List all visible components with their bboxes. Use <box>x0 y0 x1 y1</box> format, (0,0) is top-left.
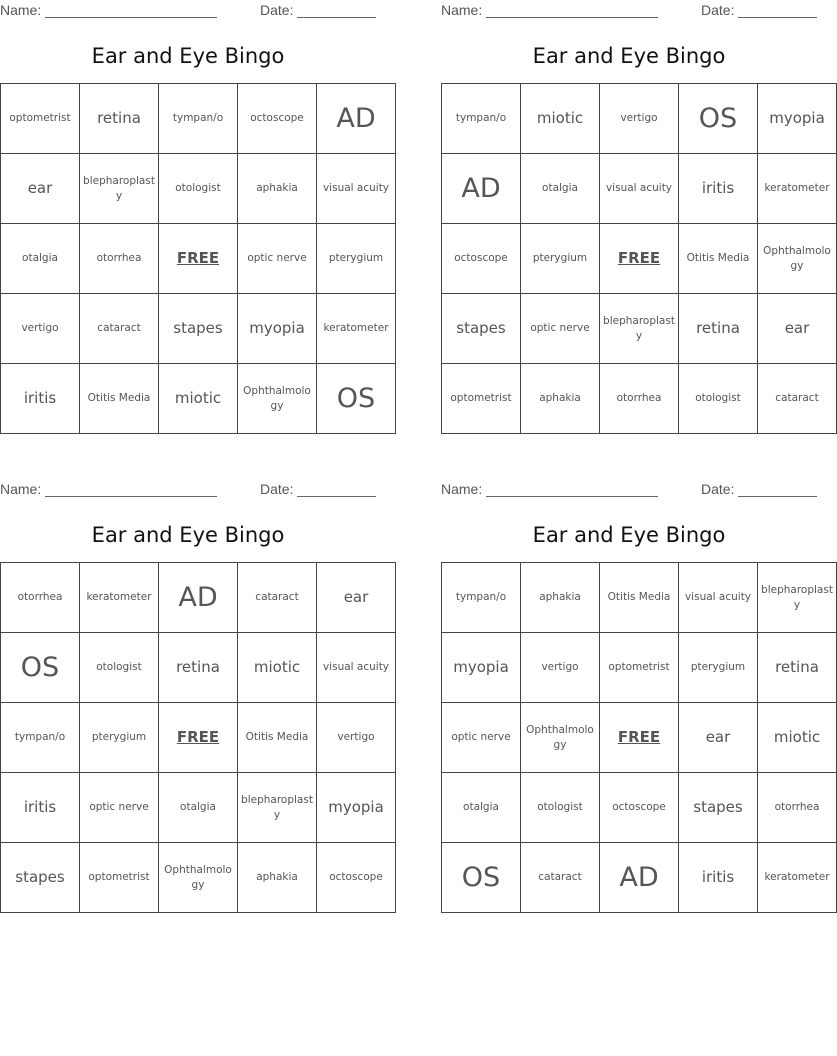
name-label: Name: <box>0 2 42 18</box>
bingo-cell: optic nerve <box>521 294 600 364</box>
card-header <box>0 2 376 20</box>
bingo-cell: otorrhea <box>600 364 679 434</box>
bingo-cell: Ophthalmology <box>758 224 837 294</box>
bingo-cell: myopia <box>238 294 317 364</box>
bingo-cell: pterygium <box>317 224 396 294</box>
name-label: Name: <box>0 481 42 497</box>
bingo-cell: keratometer <box>317 294 396 364</box>
bingo-cell: pterygium <box>80 703 159 773</box>
bingo-row <box>442 154 837 224</box>
bingo-cell: tympan/o <box>159 84 238 154</box>
bingo-cell: blepharoplasty <box>238 773 317 843</box>
bingo-row <box>442 364 837 434</box>
date-blank-line <box>297 496 376 497</box>
bingo-cell: optic nerve <box>238 224 317 294</box>
date-label: Date: <box>701 2 735 18</box>
name-blank-line <box>45 496 217 497</box>
date-blank-line <box>297 17 376 18</box>
bingo-cell: OS <box>679 84 758 154</box>
date-label: Date: <box>260 2 294 18</box>
bingo-row <box>442 84 837 154</box>
name-blank-line <box>45 17 217 18</box>
bingo-cell: aphakia <box>238 154 317 224</box>
bingo-cell: optic nerve <box>442 703 521 773</box>
bingo-cell: ear <box>758 294 837 364</box>
bingo-cell: vertigo <box>1 294 80 364</box>
bingo-row <box>442 703 837 773</box>
bingo-row <box>1 633 396 703</box>
bingo-cell: octoscope <box>442 224 521 294</box>
bingo-cell: otorrhea <box>1 563 80 633</box>
bingo-row <box>442 633 837 703</box>
bingo-cell: OS <box>1 633 80 703</box>
card-title: Ear and Eye Bingo <box>532 44 726 68</box>
bingo-cell: keratometer <box>80 563 159 633</box>
bingo-cell: iritis <box>1 773 80 843</box>
bingo-cell: otalgia <box>521 154 600 224</box>
bingo-cell: otalgia <box>159 773 238 843</box>
bingo-row <box>1 224 396 294</box>
bingo-cell: ear <box>317 563 396 633</box>
bingo-row <box>442 563 837 633</box>
date-label: Date: <box>701 481 735 497</box>
bingo-cell: ear <box>679 703 758 773</box>
bingo-cell: keratometer <box>758 154 837 224</box>
bingo-row <box>1 773 396 843</box>
bingo-cell: optic nerve <box>80 773 159 843</box>
bingo-card-1 <box>0 0 390 440</box>
bingo-cell: cataract <box>80 294 159 364</box>
bingo-cell: OS <box>317 364 396 434</box>
bingo-card-4 <box>441 479 833 919</box>
bingo-cell: octoscope <box>238 84 317 154</box>
bingo-cell: myopia <box>317 773 396 843</box>
bingo-cell: otologist <box>679 364 758 434</box>
bingo-cell: myopia <box>758 84 837 154</box>
bingo-cell: Ophthalmology <box>521 703 600 773</box>
bingo-row <box>442 773 837 843</box>
bingo-card-3 <box>0 479 390 919</box>
bingo-cell: octoscope <box>600 773 679 843</box>
bingo-cell: Otitis Media <box>679 224 758 294</box>
bingo-cell: Ophthalmology <box>159 843 238 913</box>
bingo-cell: retina <box>159 633 238 703</box>
bingo-cell: otorrhea <box>758 773 837 843</box>
bingo-cell: cataract <box>521 843 600 913</box>
bingo-cell: vertigo <box>317 703 396 773</box>
bingo-cell: miotic <box>521 84 600 154</box>
bingo-cell: tympan/o <box>442 563 521 633</box>
bingo-cell: blepharoplasty <box>758 563 837 633</box>
date-blank-line <box>738 17 817 18</box>
bingo-cell: retina <box>679 294 758 364</box>
bingo-row <box>1 154 396 224</box>
card-title: Ear and Eye Bingo <box>91 44 285 68</box>
name-blank-line <box>486 496 658 497</box>
bingo-card-2 <box>441 0 831 440</box>
bingo-cell: AD <box>317 84 396 154</box>
bingo-cell: stapes <box>442 294 521 364</box>
bingo-cell: retina <box>80 84 159 154</box>
bingo-cell: Otitis Media <box>80 364 159 434</box>
bingo-cell: stapes <box>159 294 238 364</box>
bingo-cell: visual acuity <box>317 154 396 224</box>
bingo-cell: otologist <box>521 773 600 843</box>
bingo-cell: visual acuity <box>317 633 396 703</box>
bingo-cell: keratometer <box>758 843 837 913</box>
bingo-cell: otologist <box>159 154 238 224</box>
bingo-cell: visual acuity <box>600 154 679 224</box>
bingo-cell: aphakia <box>521 364 600 434</box>
bingo-cell: iritis <box>679 154 758 224</box>
bingo-cell: vertigo <box>521 633 600 703</box>
bingo-cell: aphakia <box>521 563 600 633</box>
bingo-cell: cataract <box>758 364 837 434</box>
card-title: Ear and Eye Bingo <box>532 523 726 547</box>
bingo-cell: myopia <box>442 633 521 703</box>
bingo-row <box>1 364 396 434</box>
bingo-cell: pterygium <box>521 224 600 294</box>
bingo-row <box>1 294 396 364</box>
card-header <box>441 2 817 20</box>
free-space-cell: FREE <box>600 224 679 294</box>
bingo-cell: optometrist <box>600 633 679 703</box>
date-blank-line <box>738 496 817 497</box>
card-header <box>0 481 376 499</box>
bingo-cell: cataract <box>238 563 317 633</box>
name-label: Name: <box>441 481 483 497</box>
bingo-cell: optometrist <box>442 364 521 434</box>
bingo-cell: blepharoplasty <box>600 294 679 364</box>
bingo-cell: otalgia <box>442 773 521 843</box>
bingo-cell: stapes <box>1 843 80 913</box>
date-label: Date: <box>260 481 294 497</box>
bingo-row <box>1 703 396 773</box>
bingo-row <box>442 843 837 913</box>
bingo-cell: Ophthalmology <box>238 364 317 434</box>
bingo-grid <box>0 562 396 913</box>
bingo-cell: pterygium <box>679 633 758 703</box>
name-label: Name: <box>441 2 483 18</box>
bingo-cell: stapes <box>679 773 758 843</box>
bingo-row <box>1 843 396 913</box>
bingo-cell: tympan/o <box>442 84 521 154</box>
bingo-cell: iritis <box>1 364 80 434</box>
bingo-cell: miotic <box>758 703 837 773</box>
bingo-row <box>442 294 837 364</box>
name-blank-line <box>486 17 658 18</box>
bingo-cell: visual acuity <box>679 563 758 633</box>
bingo-cell: OS <box>442 843 521 913</box>
free-space-cell: FREE <box>159 703 238 773</box>
bingo-cell: miotic <box>159 364 238 434</box>
bingo-cell: blepharoplasty <box>80 154 159 224</box>
bingo-cell: otalgia <box>1 224 80 294</box>
bingo-grid <box>0 83 396 434</box>
bingo-cell: aphakia <box>238 843 317 913</box>
bingo-cell: AD <box>159 563 238 633</box>
bingo-cell: octoscope <box>317 843 396 913</box>
bingo-cell: AD <box>442 154 521 224</box>
bingo-cell: iritis <box>679 843 758 913</box>
bingo-grid <box>441 83 837 434</box>
card-header <box>441 481 817 499</box>
bingo-cell: ear <box>1 154 80 224</box>
bingo-row <box>1 563 396 633</box>
bingo-cell: miotic <box>238 633 317 703</box>
bingo-cell: Otitis Media <box>238 703 317 773</box>
bingo-cell: optometrist <box>80 843 159 913</box>
free-space-cell: FREE <box>159 224 238 294</box>
bingo-row <box>442 224 837 294</box>
bingo-cell: otologist <box>80 633 159 703</box>
bingo-cell: optometrist <box>1 84 80 154</box>
bingo-cell: retina <box>758 633 837 703</box>
bingo-grid <box>441 562 837 913</box>
card-title: Ear and Eye Bingo <box>91 523 285 547</box>
bingo-cell: Otitis Media <box>600 563 679 633</box>
bingo-cell: vertigo <box>600 84 679 154</box>
bingo-cell: otorrhea <box>80 224 159 294</box>
free-space-cell: FREE <box>600 703 679 773</box>
bingo-cell: tympan/o <box>1 703 80 773</box>
bingo-row <box>1 84 396 154</box>
bingo-cell: AD <box>600 843 679 913</box>
